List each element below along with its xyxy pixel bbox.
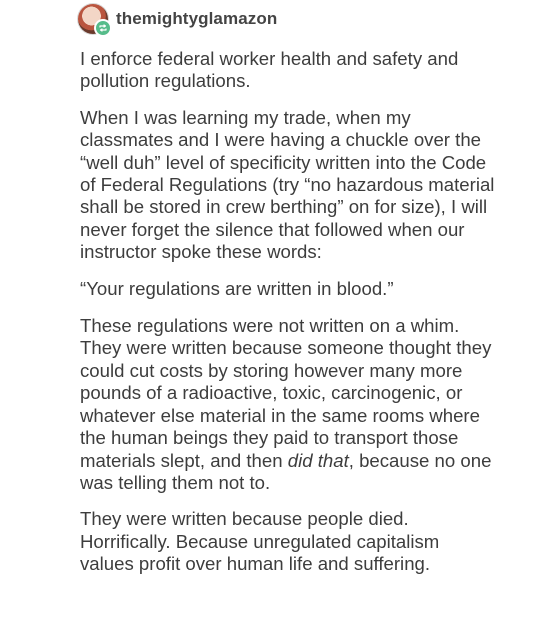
post-header xyxy=(78,2,277,36)
paragraph-explanation xyxy=(80,315,496,494)
reblog-arrows-icon xyxy=(98,23,108,33)
username[interactable]: themightyglamazon xyxy=(116,9,278,28)
user-avatar[interactable] xyxy=(78,4,108,34)
paragraph-quote: “Your regulations are written in blood.” xyxy=(80,277,394,299)
paragraph-explanation-text: These regulations were not written on a whim. They were written because someone thought they could cut costs by storing however many more pounds of a radioactive, toxic, carcinogenic, or whatever else material in the same rooms where the human beings they paid to transport those materials slept, and then xyxy=(80,315,492,471)
post-body xyxy=(80,48,496,590)
paragraph-explanation-end: , because no one was telling them not to. xyxy=(80,449,492,493)
paragraph-intro: I enforce federal worker health and safety and pollution regulations. xyxy=(80,48,459,92)
paragraph-story: When I was learning my trade, when my classmates and I were having a chuckle over the “well duh” level of specificity written into the Code of Federal Regulations (try “no hazardous material shall be stored in crew berthing” on for size), I will never forget the silence that followed when our instructor spoke these words: xyxy=(80,106,495,263)
paragraph-conclusion: They were written because people died. Horrifically. Because unregulated capitalism values profit over human life and suffering. xyxy=(80,508,440,575)
reblog-icon xyxy=(94,19,112,37)
paragraph-explanation-emphasis: did that xyxy=(287,449,349,471)
